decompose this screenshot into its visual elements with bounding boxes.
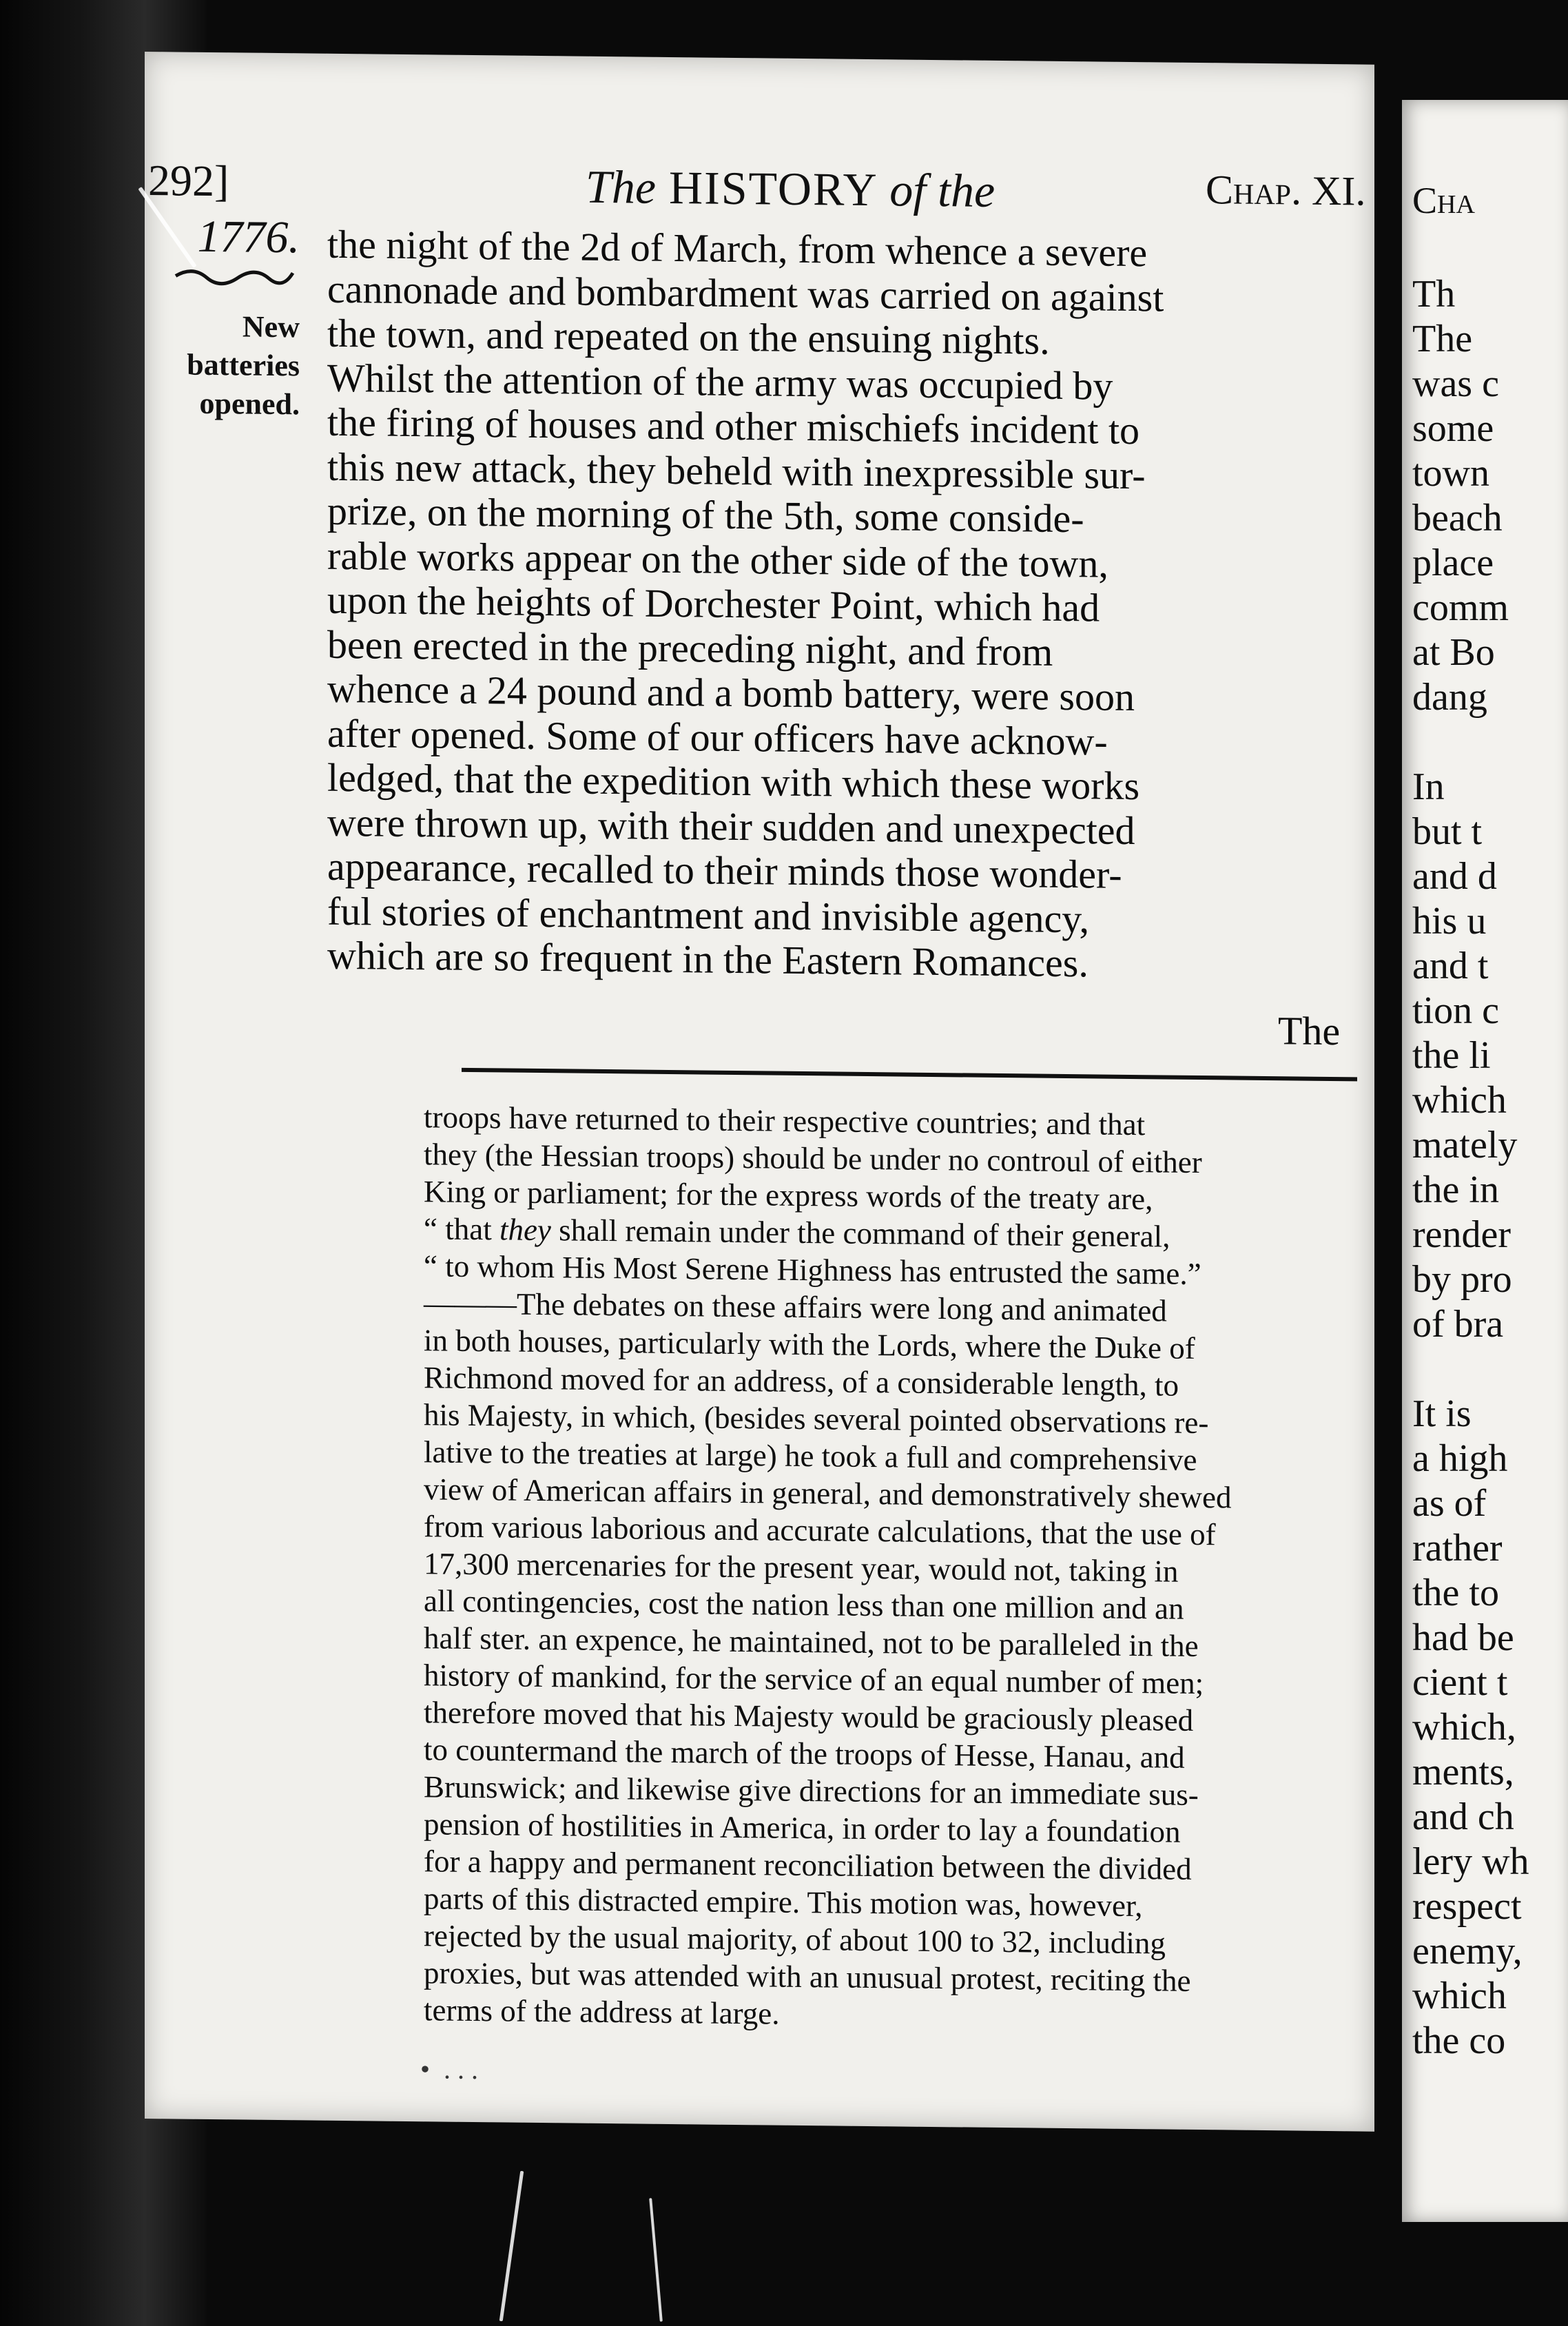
title-history: HISTORY [669,161,877,216]
footnote-line: in both houses, particularly with the Lords, where the Duke of [424,1323,1195,1366]
text-line: the night of the 2d of March, from whence a severe [327,221,1148,276]
text-line: been erected in the preceding night, and from [327,621,1053,675]
footnote-line: 17,300 mercenaries for the present year, would not, taking in [424,1546,1179,1589]
right-page-line: rather [1412,1527,1503,1569]
right-page-line: mately [1412,1124,1518,1166]
right-page-line [1412,720,1568,765]
footnote-text [424,1098,1357,2038]
book-page-left [145,52,1374,2132]
right-page-line: which [1412,1079,1507,1122]
footnote-line: Richmond moved for an address, of a considerable length, to [424,1360,1179,1403]
right-page-line: dang [1412,676,1487,719]
text-line: upon the heights of Dorchester Point, which had [327,577,1100,630]
right-page-line: and d [1412,855,1497,898]
footnote-line: proxies, but was attended with an unusual protest, reciting the [424,1955,1191,1998]
right-page-line: which [1412,1975,1507,2017]
right-page-line: In [1412,765,1445,808]
footnote-line: half ster. an expence, he maintained, not to be paralleled in the [424,1620,1199,1664]
footnote-rule [462,1068,1357,1082]
footnote-line: “ to whom His Most Serene Highness has entrusted the same.” [424,1248,1201,1292]
text-line: ledged, that the expedition with which these works [327,754,1140,809]
footnote-line: “ that they shall remain under the command of their general, [424,1211,1170,1254]
text-line: ful stories of enchantment and invisible agency, [327,888,1089,941]
footnote-line: King or parliament; for the express words of the treaty are, [424,1174,1153,1217]
footnote-line: from various laborious and accurate calculations, that the use of [424,1509,1216,1552]
scan-fiber [499,2171,524,2322]
right-page-line: and t [1412,945,1489,987]
footnote-line: history of mankind, for the service of an equal number of men; [424,1658,1204,1701]
right-page-line: which, [1412,1706,1516,1749]
right-page-line: as of [1412,1482,1487,1525]
right-page-line: but t [1412,810,1483,853]
right-page-line: some [1412,407,1494,450]
right-page-header: Cha [1412,180,1475,221]
main-body-text [327,223,1354,989]
footnote-line: for a happy and permanent reconciliation between the divided [424,1844,1192,1886]
text-line: cannonade and bombardment was carried on against [327,266,1164,320]
footnote-line: to countermand the march of the troops of Hesse, Hanau, and [424,1732,1185,1775]
right-page-line: had be [1412,1616,1514,1659]
right-page-line: respect [1412,1885,1522,1928]
title-of-the: of the [889,163,996,217]
footnote-line: ———The debates on these affairs were long and animated [424,1286,1167,1328]
catchword: The [1278,1008,1341,1054]
title-the: The [586,160,656,214]
text-line: this new attack, they beheld with inexpressible sur- [327,444,1146,497]
margin-year: 1776. [197,211,300,263]
footnote-line: therefore moved that his Majesty would be graciously pleased [424,1695,1194,1738]
footnote-line: all contingencies, cost the nation less than one million and an [424,1583,1184,1626]
margin-note-line: New [242,309,300,344]
right-page-line: beach [1412,497,1503,539]
footnote-line: lative to the treaties at large) he took a full and comprehensive [424,1434,1197,1477]
text-line: the firing of houses and other mischiefs incident to [327,399,1140,453]
footnote-line: they (the Hessian troops) should be under no controul of either [424,1137,1202,1180]
book-page-right [1402,100,1568,2222]
right-page-line: place [1412,542,1494,584]
margin-note [148,307,300,424]
right-page-line: tion c [1412,989,1499,1032]
text-line: which are so frequent in the Eastern Romances. [327,932,1089,986]
right-page-text [1412,272,1568,2063]
footnote-line: parts of this distracted empire. This motion was, however, [424,1881,1143,1924]
right-page-line: at Bo [1412,631,1495,674]
margin-note-line: batteries [187,347,300,383]
text-line: the town, and repeated on the ensuing nights. [327,310,1050,363]
right-page-line: a high [1412,1437,1508,1480]
footnote-line: Brunswick; and likewise give directions for an immediate sus- [424,1769,1199,1813]
right-page-line: the li [1412,1034,1491,1077]
right-page-line: It is [1412,1392,1472,1435]
footnote-line: pension of hostilities in America, in order to lay a foundation [424,1807,1181,1849]
right-page-line [1412,1347,1568,1392]
right-page-line: The [1412,318,1473,360]
right-page-line: and ch [1412,1795,1514,1838]
chapter-heading: Chap. XI. [1206,167,1366,214]
right-page-line: was c [1412,362,1499,405]
running-title [586,160,995,218]
swash-ornament [172,262,296,291]
margin-note-line: opened. [199,386,300,422]
right-page-line: town [1412,452,1489,495]
footnote-line: troops have returned to their respective countries; and that [424,1100,1146,1142]
right-page-line: render [1412,1213,1512,1256]
page-number: 292] [148,156,229,206]
right-page-line: lery wh [1412,1840,1529,1883]
right-page-line: Th [1412,273,1456,316]
scan-fiber [649,2198,663,2322]
text-line: whence a 24 pound and a bomb battery, were soon [327,666,1135,720]
text-line: Whilst the attention of the army was occupied by [327,355,1113,409]
text-line: after opened. Some of our officers have acknow- [327,710,1108,764]
footnote-line: view of American affairs in general, and demonstratively shewed [424,1472,1232,1515]
right-page-line: his u [1412,900,1487,943]
footnote-line: his Majesty, in which, (besides several pointed observations re- [424,1397,1209,1441]
right-page-line: comm [1412,586,1509,629]
text-line: appearance, recalled to their minds those wonder- [327,843,1122,897]
ink-dots: • . . . [420,2053,479,2086]
right-page-line: by pro [1412,1258,1512,1301]
right-page-line: the to [1412,1572,1499,1614]
footnote-line: rejected by the usual majority, of about 100 to 32, including [424,1918,1166,1961]
text-line: prize, on the morning of the 5th, some conside- [327,488,1084,542]
right-page-line: of bra [1412,1303,1504,1346]
right-page-line: the co [1412,2019,1506,2062]
right-page-line: ments, [1412,1751,1514,1793]
right-page-line: the in [1412,1169,1499,1211]
footnote-line: terms of the address at large. [424,1993,780,2031]
right-page-line: enemy, [1412,1930,1523,1973]
text-line: rable works appear on the other side of the town, [327,533,1108,586]
right-page-line: cient t [1412,1661,1508,1704]
text-line: were thrown up, with their sudden and unexpected [327,799,1135,853]
